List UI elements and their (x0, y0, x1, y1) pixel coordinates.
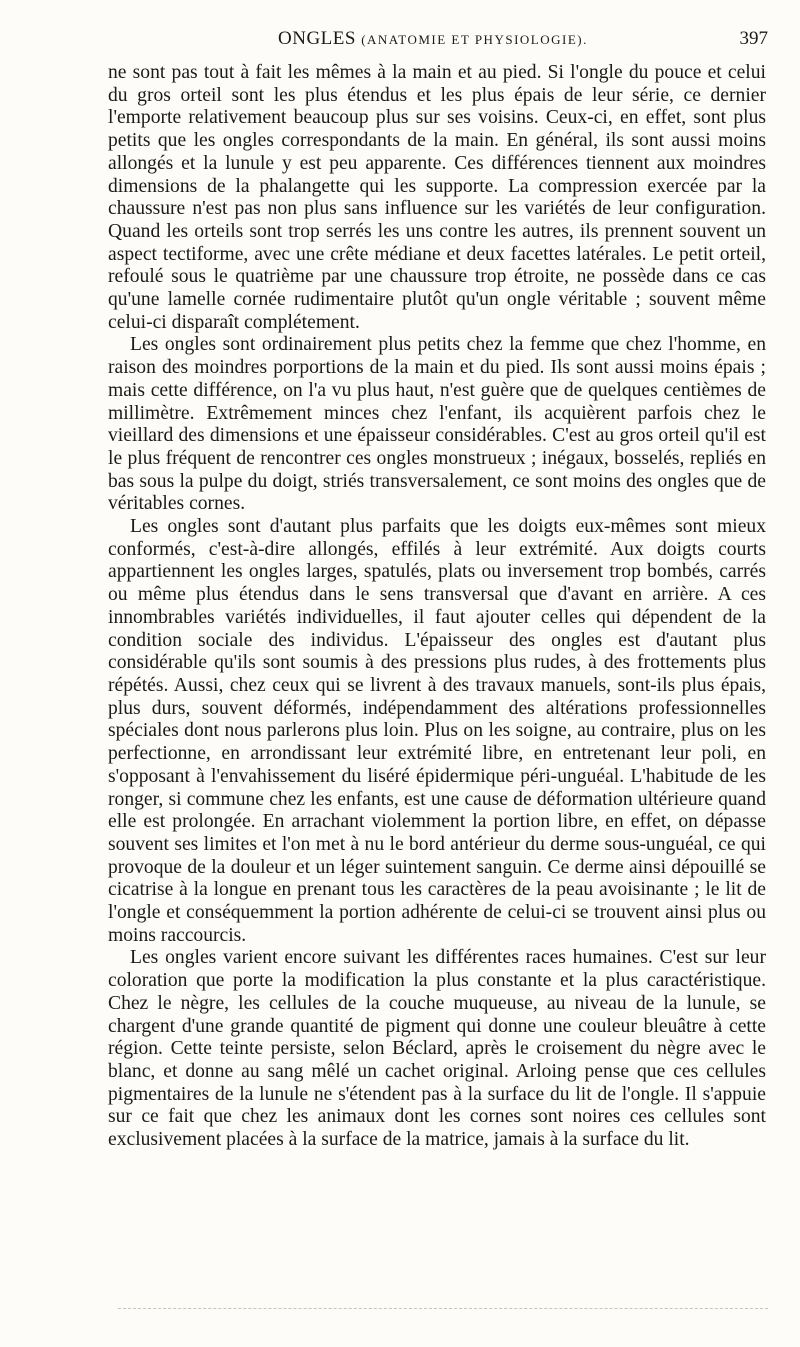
footer-rule (118, 1308, 768, 1309)
running-title: ONGLES (278, 28, 356, 49)
running-subtitle: (ANATOMIE ET PHYSIOLOGIE). (361, 32, 588, 47)
paragraph: Les ongles varient encore suivant les différentes races humaines. C'est sur leur coloration que porte la modification la plus constante et la plus caractéristique. Chez le nègre, les cellules de la couche muqueuse, au niveau de la lunule, se chargent d'une grande quantité de pigment qui donne une couleur bleuâtre à cette région. Cette teinte persiste, selon Béclard, après le croisement du nègre avec le blanc, et donne au sang mêlé un cachet original. Arloing pense que ces cellules pigmentaires de la lunule ne s'étendent pas à la surface du lit de l'ongle. Il s'appuie sur ce fait que chez les animaux dont les cornes sont noires ces cellules sont exclusivement placées à la surface de la matrice, jamais à la surface du lit. (108, 947, 766, 1151)
paragraph: ne sont pas tout à fait les mêmes à la main et au pied. Si l'ongle du pouce et celui du gros orteil sont les plus étendus et les plus épais de leur série, ce dernier l'emporte relativement beaucoup plus sur ses voisins. Ceux-ci, en effet, sont plus petits que les ongles correspondants de la main. En général, ils sont aussi moins allongés et la lunule y est peu apparente. Ces différences tiennent aux moindres dimensions de la phalangette qui les supporte. La compression exercée par la chaussure n'est pas non plus sans influence sur les variétés de leur configuration. Quand les orteils sont trop serrés les uns contre les autres, ils prennent souvent un aspect tectiforme, avec une crête médiane et deux facettes latérales. Le petit orteil, refoulé sous le quatrième par une chaussure trop étroite, ne possède dans ce cas qu'une lamelle cornée rudimentaire plutôt qu'un ongle véritable ; souvent même celui-ci disparaît complétement. (108, 62, 766, 333)
page-number: 397 (739, 28, 768, 49)
paragraph: Les ongles sont d'autant plus parfaits que les doigts eux-mêmes sont mieux conformés, c'est-à-dire allongés, effilés à leur extrémité. Aux doigts courts appartiennent les ongles larges, spatulés, plats ou inversement trop bombés, carrés ou même plus étendus dans le sens transversal que d'avant en arrière. A ces innombrables variétés individuelles, il faut ajouter celles qui dépendent de la condition sociale des individus. L'épaisseur des ongles est d'autant plus considérable qu'ils sont soumis à des pressions plus rudes, à des frottements plus répétés. Aussi, chez ceux qui se livrent à des travaux manuels, sont-ils plus épais, plus durs, souvent déformés, indépendamment des altérations professionnelles spéciales dont nous parlerons plus loin. Plus on les soigne, au contraire, plus on les perfectionne, en arrondissant leur extrémité libre, en entretenant leur poli, en s'opposant à l'envahissement du liséré épidermique péri-unguéal. L'habitude de les ronger, si commune chez les enfants, est une cause de déformation ultérieure quand elle est prolongée. En arrachant violemment la portion libre, en effet, on dépasse souvent ses limites et l'on met à nu le bord antérieur du derme sous-unguéal, ce qui provoque de la douleur et un léger suintement sanguin. Ce derme ainsi dépouillé se cicatrise à la longue en prenant tous les caractères de la peau avoisinante ; le lit de l'ongle et conséquemment la portion adhérente de celui-ci se trouvent ainsi plus ou moins raccourcis. (108, 516, 766, 946)
body-text (108, 62, 766, 1152)
page-header (108, 28, 768, 54)
running-head (278, 28, 588, 50)
paragraph: Les ongles sont ordinairement plus petits chez la femme que chez l'homme, en raison des moindres porportions de la main et du pied. Ils sont aussi moins épais ; mais cette différence, on l'a vu plus haut, n'est guère que de quelques centièmes de millimètre. Extrêmement minces chez l'enfant, ils acquièrent parfois chez le vieillard des dimensions et une épaisseur considérables. C'est au gros orteil qu'il est le plus fréquent de rencontrer ces ongles monstrueux ; inégaux, bosselés, repliés en bas sous la pulpe du doigt, striés transversalement, ce sont moins des ongles que de véritables cornes. (108, 334, 766, 515)
